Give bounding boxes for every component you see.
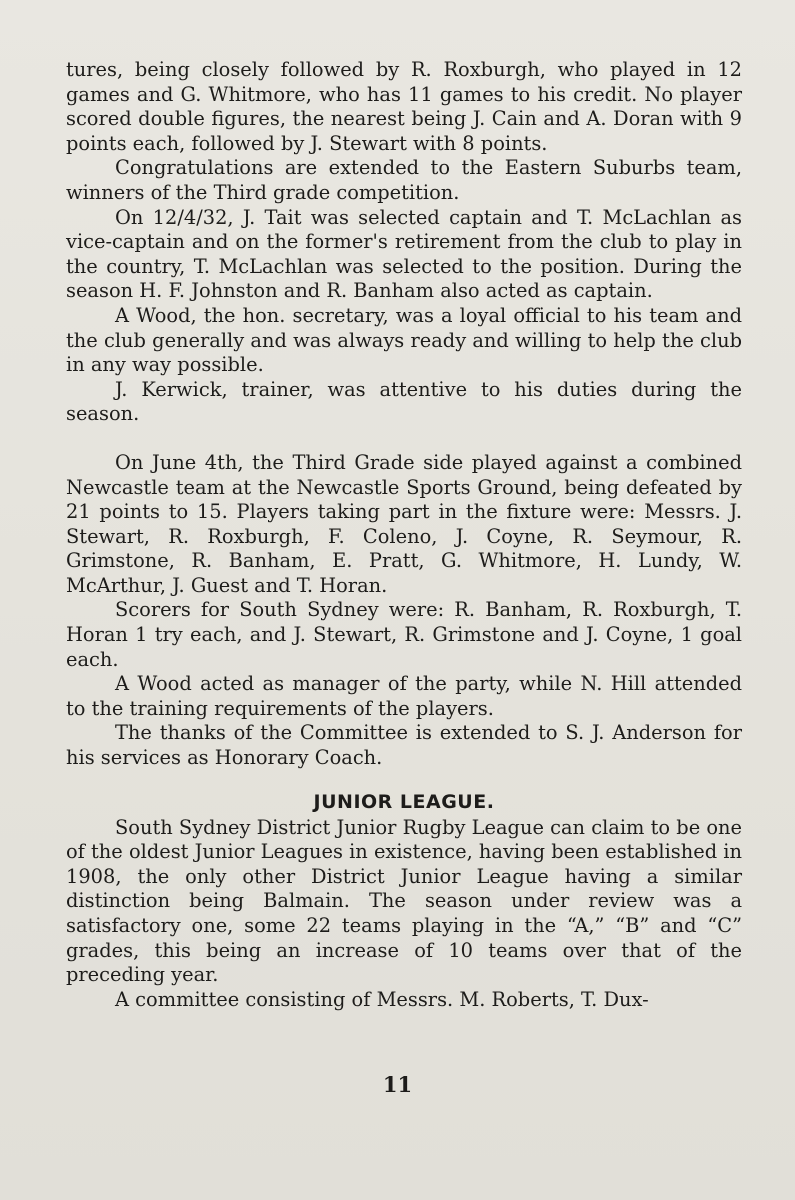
paragraph-continued: tures, being closely followed by R. Roxburgh, who played in 12 games and G. Whitmore, who has 11 games to his credit. No player scored double figures, the nearest being J. Cain and A. Doran with 9 points each, followed by J. Stewart with 8 points. <box>66 58 742 155</box>
text-column <box>66 58 742 1012</box>
paragraph-manager: A Wood acted as manager of the party, while N. Hill attended to the training requirements of the players. <box>66 672 742 720</box>
page-number: 11 <box>382 1072 413 1097</box>
paragraph-newcastle-match: On June 4th, the Third Grade side played against a combined Newcastle team at the Newcastle Sports Ground, being defeated by 21 points to 15. Players taking part in the fixture were: Messrs. J. Stewart, R. Roxburgh, F. Colenо, J. Coyne, R. Seymour, R. Grimstone, R. Banham, E. Pratt, G. Whitmore, H. Lundy, W. McArthur, J. Guest and T. Horan. <box>66 450 742 597</box>
paragraph-congratulations: Congratulations are extended to the Eastern Suburbs team, winners of the Third grade competition. <box>66 156 742 204</box>
paragraph-secretary: A Wood, the hon. secretary, was a loyal official to his team and the club generally and was always ready and willing to help the club in any way possible. <box>66 303 742 377</box>
paragraph-junior-league: South Sydney District Junior Rugby League can claim to be one of the oldest Junior Leagues in existence, having been established in 1908, the only other District Junior League having a similar distinction being Balmain. The season under review was a satisfactory one, some 22 teams playing in the “A,” “B” and “C” grades, this being an increase of 10 teams over that of the preceding year. <box>66 815 742 987</box>
paragraph-captaincy: On 12/4/32, J. Tait was selected captain and T. McLachlan as vice-captain and on the former's retirement from the club to play in the country, T. McLachlan was selected to the position. During the season H. F. Johnston and R. Banham also acted as captain. <box>66 205 742 303</box>
section-heading: JUNIOR LEAGUE. <box>313 790 495 813</box>
paragraph-scorers: Scorers for South Sydney were: R. Banham, R. Roxburgh, T. Horan 1 try each, and J. Stewart, R. Grimstone and J. Coyne, 1 goal each. <box>66 598 742 671</box>
paragraph-trainer: J. Kerwick, trainer, was attentive to his duties during the season. <box>66 377 742 426</box>
paragraph-thanks: The thanks of the Committee is extended to S. J. Anderson for his services as Honorary Coach. <box>66 721 742 770</box>
paragraph-committee: A committee consisting of Messrs. M. Roberts, T. Dux- <box>115 987 649 1011</box>
